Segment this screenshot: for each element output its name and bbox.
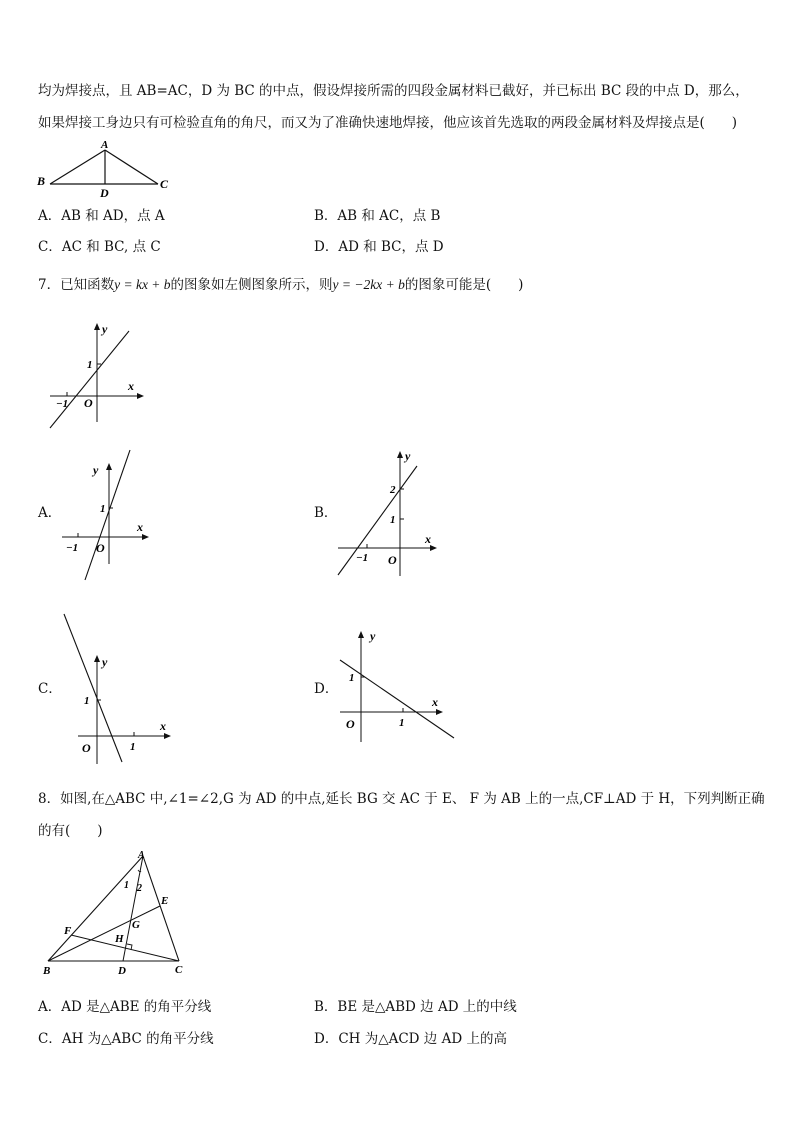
q6-label-b: B [37, 174, 46, 188]
q8-label-f: F [64, 925, 72, 937]
q7-prefix: 7．已知函数 [38, 277, 115, 293]
q7-option-a-graph [58, 448, 158, 583]
q7-b-y-label: y [405, 449, 411, 463]
q7-d-x-label: x [432, 695, 438, 709]
q7-c-tick-x1: 1 [130, 741, 136, 753]
q6-label-d: D [100, 186, 109, 200]
q7-a-tick-neg1: −1 [66, 542, 79, 554]
q7-option-d-graph [336, 626, 466, 746]
q8-angle-1: 1 [124, 880, 129, 891]
q7-suffix: 的图象可能是( ) [404, 277, 524, 293]
q7-option-c-graph [60, 612, 180, 767]
q8-angle-2: 2 [137, 883, 142, 894]
q6-triangle-figure [34, 138, 184, 200]
q7-option-a-label: A． [38, 505, 62, 521]
q7-c-y-label: y [102, 655, 108, 669]
q7-option-b-graph [334, 448, 444, 580]
q8-option-d: D．CH 为△ACD 边 AD 上的高 [314, 1031, 507, 1047]
q7-option-b-label: B． [314, 505, 338, 521]
q6-text-line1: 均为焊接点，且 AB=AC，D 为 BC 的中点，假设焊接所需的四段金属材料已截好，并已标出 BC 段的中点 D，那么， [38, 83, 749, 99]
q6-label-a: A [101, 139, 109, 151]
q8-label-a: A [138, 850, 145, 861]
q7-option-c-label: C． [38, 681, 62, 697]
q7-b-tick-neg1: −1 [356, 552, 369, 564]
q7-a-origin: O [96, 541, 105, 555]
q7-d-origin: O [346, 717, 355, 731]
q7-b-x-label: x [425, 532, 431, 546]
q7-b-tick-1: 1 [390, 514, 396, 526]
q7-ref-x-label: x [128, 379, 134, 393]
q8-text-line2: 的有( ) [38, 823, 103, 839]
q7-b-origin: O [388, 553, 397, 567]
q7-c-x-label: x [160, 719, 166, 733]
q6-option-a: A．AB 和 AD，点 A [38, 208, 165, 224]
q7-d-tick-1: 1 [349, 672, 355, 684]
q8-triangle-figure [40, 848, 200, 980]
q8-label-b: B [43, 965, 51, 977]
q7-reference-graph [42, 318, 152, 433]
q7-formula-1: y = kx + b [114, 277, 171, 292]
q8-label-h: H [115, 933, 124, 945]
q7-ref-y-label: y [102, 322, 108, 336]
q8-label-d: D [118, 965, 126, 977]
q7-ref-origin: O [84, 396, 93, 410]
q7-ref-tick-neg1: −1 [56, 398, 69, 410]
q8-option-a: A．AD 是△ABE 的角平分线 [38, 999, 212, 1015]
q7-mid: 的图象如左侧图象所示，则 [170, 277, 333, 293]
q8-text-line1: 8．如图,在△ABC 中,∠1=∠2,G 为 AD 的中点,延长 BG 交 AC 于 E、 F 为 AB 上的一点,CF⊥AD 于 H，下列判断正确 [38, 791, 765, 807]
q8-label-c: C [175, 964, 183, 976]
q6-option-b: B．AB 和 AC，点 B [314, 208, 441, 224]
q7-d-tick-x1: 1 [399, 717, 405, 729]
q7-option-d-label: D． [314, 681, 339, 697]
q7-text [38, 276, 523, 294]
q7-a-x-label: x [137, 520, 143, 534]
q7-a-tick-1: 1 [100, 503, 106, 515]
q7-formula-2: y = −2kx + b [332, 277, 405, 292]
q7-ref-tick-1: 1 [87, 359, 93, 371]
q7-a-y-label: y [93, 463, 99, 477]
q6-option-d: D．AD 和 BC，点 D [314, 239, 444, 255]
q6-option-c: C．AC 和 BC, 点 C [38, 239, 161, 255]
q6-label-c: C [160, 177, 169, 191]
q7-b-tick-2: 2 [390, 484, 396, 496]
q7-c-origin: O [82, 741, 91, 755]
q8-label-g: G [132, 919, 140, 931]
q8-label-e: E [161, 895, 169, 907]
q7-c-tick-1: 1 [84, 695, 90, 707]
q8-option-c: C．AH 为△ABC 的角平分线 [38, 1031, 214, 1047]
q6-text-line2: 如果焊接工身边只有可检验直角的角尺，而又为了准确快速地焊接，他应该首先选取的两段金属材料及焊接点是( ) [38, 115, 738, 131]
q7-d-y-label: y [370, 629, 376, 643]
q8-option-b: B．BE 是△ABD 边 AD 上的中线 [314, 999, 517, 1015]
